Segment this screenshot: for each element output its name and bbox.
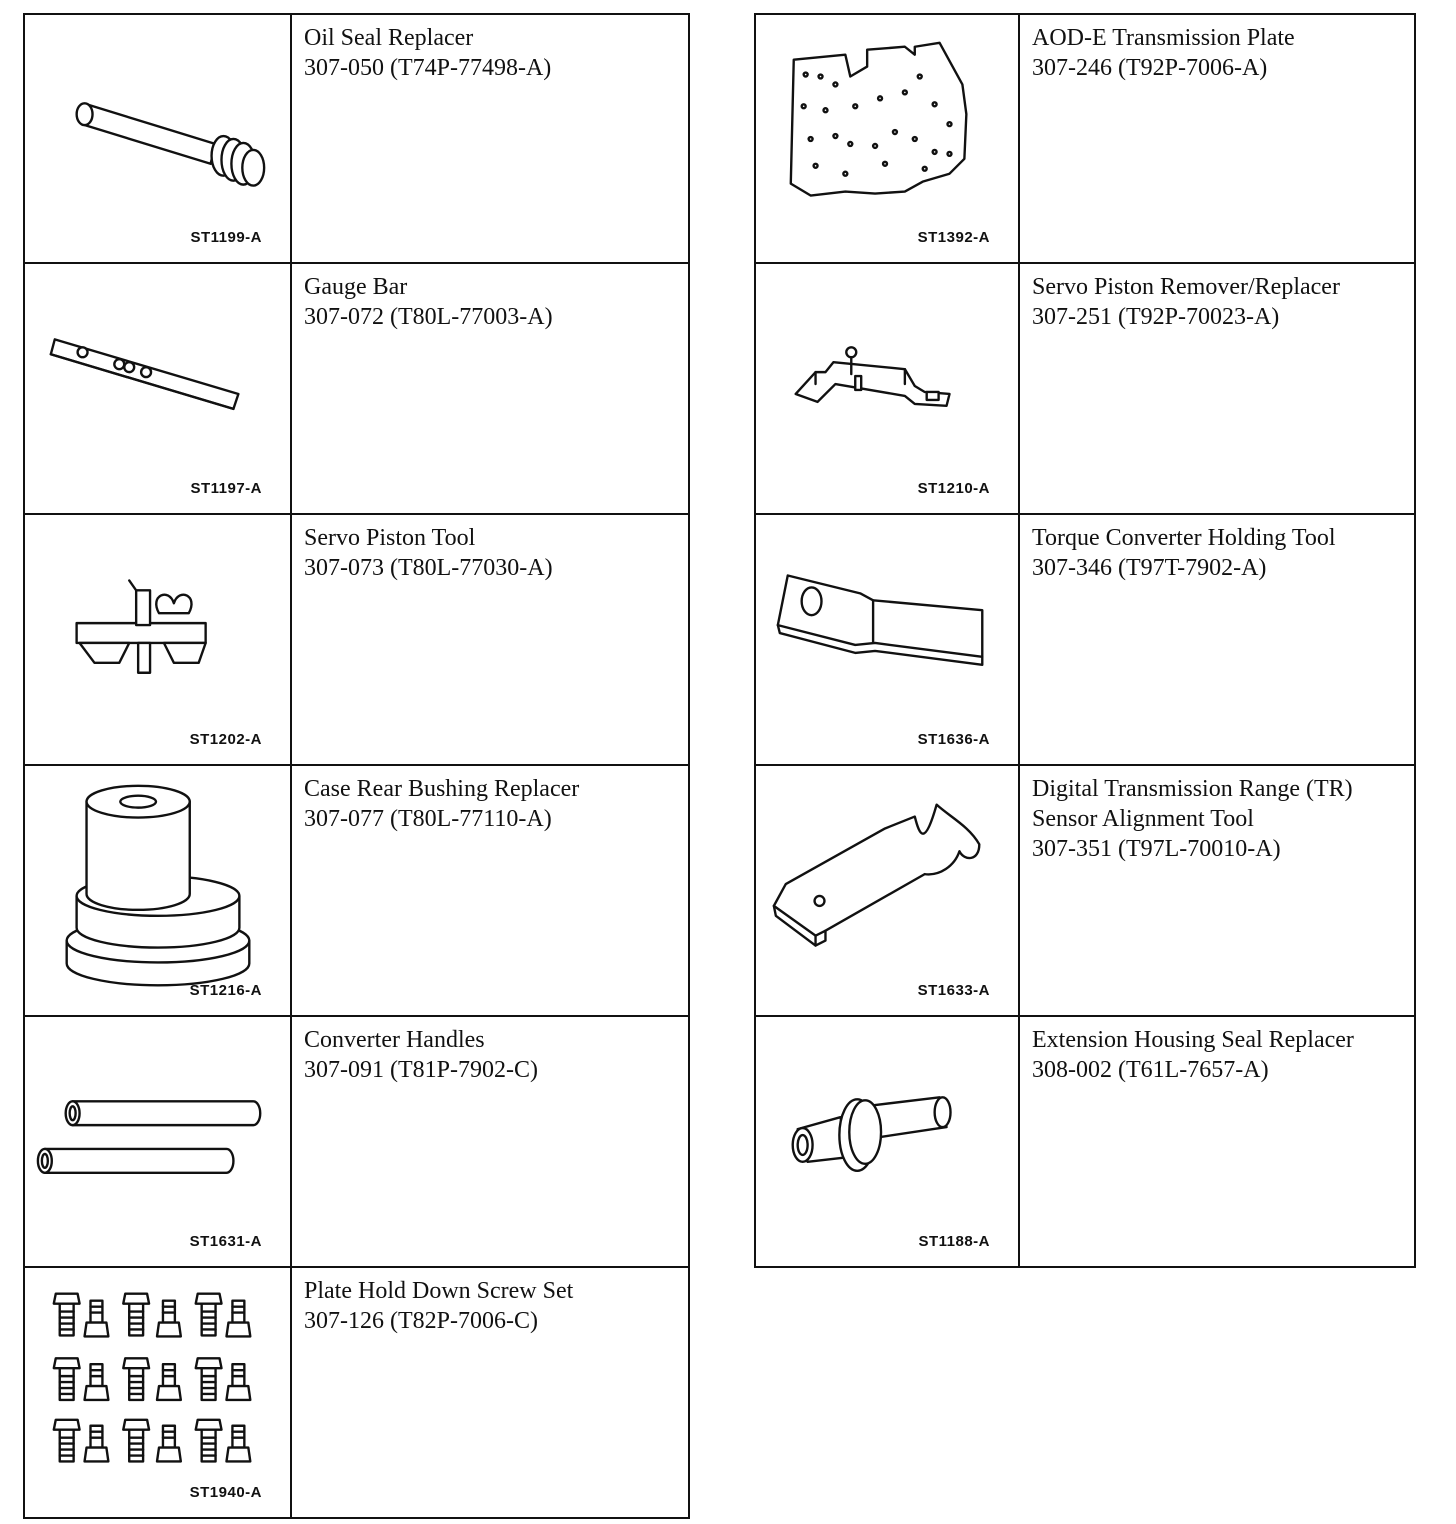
torque-converter-holding-tool-icon: [756, 515, 1018, 764]
illustration-cell: [25, 15, 292, 262]
description-cell: [1020, 264, 1414, 513]
servo-piston-remover-icon: [756, 264, 1018, 513]
illustration-code: ST1216-A: [189, 982, 262, 999]
tool-number: 307-072 (T80L-77003-A): [304, 304, 553, 330]
description-cell: [292, 515, 688, 764]
tool-row: [23, 1268, 690, 1519]
left-tool-table: [23, 13, 690, 1519]
tool-name: Converter Handles: [304, 1027, 485, 1053]
illustration-code: ST1631-A: [189, 1233, 262, 1250]
description-cell: [292, 766, 688, 1015]
description-cell: [292, 15, 688, 262]
illustration-cell: [756, 1017, 1020, 1266]
transmission-plate-icon: [756, 15, 1018, 262]
illustration-code: ST1197-A: [190, 480, 262, 497]
illustration-cell: [756, 766, 1020, 1015]
tool-number: 307-351 (T97L-70010-A): [1032, 836, 1281, 862]
tool-row: [23, 13, 690, 264]
screw-set-icon: [25, 1268, 290, 1517]
right-tool-table: [754, 13, 1416, 1268]
illustration-code: ST1199-A: [190, 229, 262, 246]
illustration-cell: [25, 1017, 292, 1266]
tool-row: [23, 766, 690, 1017]
tool-number: 307-073 (T80L-77030-A): [304, 555, 553, 581]
tool-number: 307-077 (T80L-77110-A): [304, 806, 552, 832]
gauge-bar-icon: [25, 264, 290, 513]
tool-number: 308-002 (T61L-7657-A): [1032, 1057, 1269, 1083]
description-cell: [292, 1017, 688, 1266]
illustration-cell: [25, 1268, 292, 1517]
oil-seal-replacer-icon: [25, 15, 290, 262]
tool-number: 307-346 (T97T-7902-A): [1032, 555, 1267, 581]
tool-row: [754, 13, 1416, 264]
description-cell: [292, 264, 688, 513]
tool-name: Servo Piston Remover/Replacer: [1032, 274, 1340, 300]
illustration-code: ST1940-A: [189, 1484, 262, 1501]
illustration-code: ST1636-A: [917, 731, 990, 748]
tool-name: Gauge Bar: [304, 274, 408, 300]
tool-row: [23, 264, 690, 515]
illustration-cell: [756, 15, 1020, 262]
description-cell: [1020, 766, 1414, 1015]
tool-row: [23, 515, 690, 766]
tool-name: Servo Piston Tool: [304, 525, 476, 551]
tool-row: [23, 1017, 690, 1268]
extension-housing-seal-replacer-icon: [756, 1017, 1018, 1266]
tool-number: 307-251 (T92P-70023-A): [1032, 304, 1280, 330]
tool-name: Case Rear Bushing Replacer: [304, 776, 580, 802]
case-rear-bushing-replacer-icon: [25, 766, 290, 1015]
tool-name: AOD-E Transmission Plate: [1032, 25, 1295, 51]
illustration-code: ST1392-A: [917, 229, 990, 246]
tool-name: Torque Converter Holding Tool: [1032, 525, 1336, 551]
servo-piston-tool-icon: [25, 515, 290, 764]
tool-row: [754, 264, 1416, 515]
illustration-cell: [25, 766, 292, 1015]
tool-number: 307-126 (T82P-7006-C): [304, 1308, 538, 1334]
description-cell: [1020, 15, 1414, 262]
tool-name: Sensor Alignment Tool: [1032, 806, 1254, 832]
illustration-cell: [756, 515, 1020, 764]
description-cell: [1020, 1017, 1414, 1266]
illustration-cell: [756, 264, 1020, 513]
illustration-code: ST1633-A: [917, 982, 990, 999]
tool-row: [754, 515, 1416, 766]
tr-sensor-alignment-tool-icon: [756, 766, 1018, 1015]
illustration-cell: [25, 264, 292, 513]
tool-number: 307-050 (T74P-77498-A): [304, 55, 552, 81]
tool-name: Plate Hold Down Screw Set: [304, 1278, 574, 1304]
tool-row: [754, 766, 1416, 1017]
illustration-cell: [25, 515, 292, 764]
illustration-code: ST1188-A: [918, 1233, 990, 1250]
tool-name: Oil Seal Replacer: [304, 25, 474, 51]
description-cell: [1020, 515, 1414, 764]
illustration-code: ST1210-A: [917, 480, 990, 497]
tool-row: [754, 1017, 1416, 1268]
tool-name: Extension Housing Seal Replacer: [1032, 1027, 1354, 1053]
converter-handles-icon: [25, 1017, 290, 1266]
tool-number: 307-246 (T92P-7006-A): [1032, 55, 1268, 81]
tool-number: 307-091 (T81P-7902-C): [304, 1057, 538, 1083]
description-cell: [292, 1268, 688, 1517]
tool-name: Digital Transmission Range (TR): [1032, 776, 1353, 802]
illustration-code: ST1202-A: [189, 731, 262, 748]
